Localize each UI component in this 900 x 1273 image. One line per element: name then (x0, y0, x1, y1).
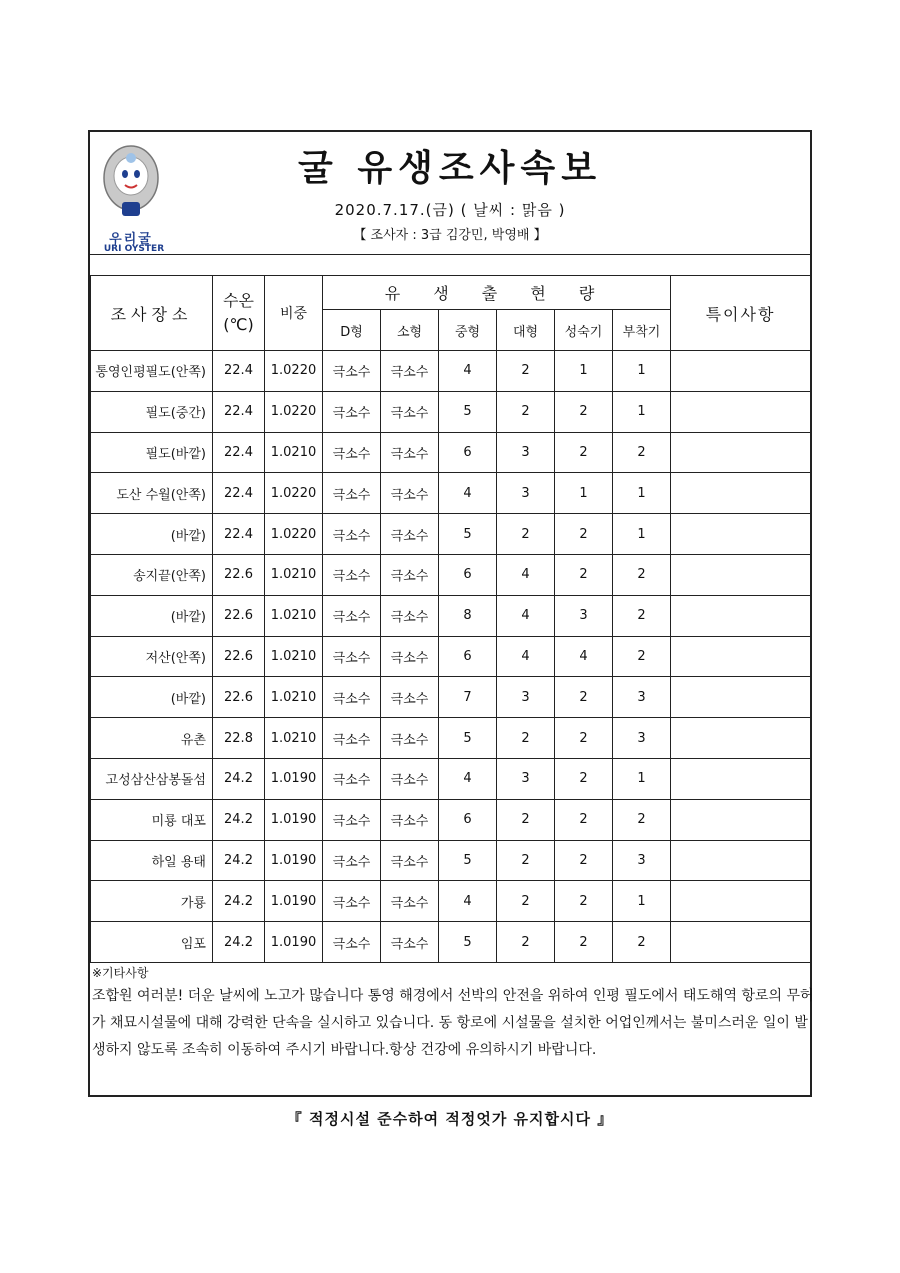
cell-water-temp: 22.6 (213, 595, 265, 636)
cell-mature: 2 (555, 677, 613, 718)
cell-mature: 1 (555, 473, 613, 514)
table-row (91, 718, 811, 759)
cell-large: 2 (497, 718, 555, 759)
cell-d-type: 극소수 (323, 718, 381, 759)
header-salinity: 비중 (265, 276, 323, 351)
cell-d-type: 극소수 (323, 432, 381, 473)
cell-medium: 5 (439, 391, 497, 432)
cell-mature: 2 (555, 391, 613, 432)
cell-small: 극소수 (381, 351, 439, 392)
cell-water-temp: 22.4 (213, 351, 265, 392)
cell-remarks (671, 473, 811, 514)
report-frame (88, 130, 812, 1097)
cell-attach: 1 (613, 351, 671, 392)
cell-large: 3 (497, 758, 555, 799)
cell-attach: 3 (613, 718, 671, 759)
cell-attach: 2 (613, 799, 671, 840)
header-medium: 중형 (439, 310, 497, 351)
cell-mature: 2 (555, 554, 613, 595)
cell-location: 필도(중간) (91, 391, 213, 432)
cell-water-temp: 22.8 (213, 718, 265, 759)
cell-attach: 3 (613, 840, 671, 881)
cell-location: 필도(바깥) (91, 432, 213, 473)
cell-mature: 2 (555, 718, 613, 759)
cell-location: 가룡 (91, 881, 213, 922)
table-row (91, 351, 811, 392)
table-row (91, 799, 811, 840)
cell-medium: 5 (439, 514, 497, 555)
cell-salinity: 1.0210 (265, 718, 323, 759)
cell-location: (바깥) (91, 514, 213, 555)
cell-salinity: 1.0210 (265, 677, 323, 718)
table-row (91, 432, 811, 473)
cell-small: 극소수 (381, 799, 439, 840)
cell-mature: 1 (555, 351, 613, 392)
header-small: 소형 (381, 310, 439, 351)
cell-mature: 2 (555, 922, 613, 963)
cell-remarks (671, 677, 811, 718)
cell-large: 3 (497, 473, 555, 514)
cell-large: 4 (497, 595, 555, 636)
cell-salinity: 1.0190 (265, 840, 323, 881)
cell-large: 2 (497, 840, 555, 881)
cell-attach: 3 (613, 677, 671, 718)
cell-medium: 6 (439, 432, 497, 473)
cell-remarks (671, 758, 811, 799)
cell-mature: 2 (555, 432, 613, 473)
cell-large: 3 (497, 432, 555, 473)
cell-attach: 2 (613, 595, 671, 636)
cell-attach: 1 (613, 758, 671, 799)
cell-medium: 5 (439, 922, 497, 963)
cell-large: 2 (497, 922, 555, 963)
cell-medium: 4 (439, 758, 497, 799)
cell-water-temp: 24.2 (213, 881, 265, 922)
cell-water-temp: 22.6 (213, 677, 265, 718)
cell-remarks (671, 922, 811, 963)
logo-text: 우리굴 (109, 232, 153, 247)
cell-medium: 5 (439, 718, 497, 759)
cell-remarks (671, 432, 811, 473)
table-row (91, 922, 811, 963)
cell-remarks (671, 595, 811, 636)
cell-salinity: 1.0210 (265, 554, 323, 595)
cell-salinity: 1.0210 (265, 595, 323, 636)
cell-d-type: 극소수 (323, 636, 381, 677)
cell-salinity: 1.0190 (265, 922, 323, 963)
cell-attach: 1 (613, 473, 671, 514)
cell-remarks (671, 351, 811, 392)
cell-water-temp: 24.2 (213, 799, 265, 840)
cell-location: (바깥) (91, 595, 213, 636)
cell-location: 하일 용태 (91, 840, 213, 881)
cell-location: 저산(안쪽) (91, 636, 213, 677)
cell-large: 2 (497, 391, 555, 432)
cell-medium: 4 (439, 473, 497, 514)
table-row (91, 473, 811, 514)
table-row (91, 391, 811, 432)
cell-d-type: 극소수 (323, 391, 381, 432)
cell-remarks (671, 514, 811, 555)
table-row (91, 514, 811, 555)
cell-small: 극소수 (381, 432, 439, 473)
cell-attach: 1 (613, 391, 671, 432)
cell-remarks (671, 391, 811, 432)
cell-attach: 2 (613, 432, 671, 473)
table-row (91, 595, 811, 636)
cell-small: 극소수 (381, 840, 439, 881)
cell-small: 극소수 (381, 473, 439, 514)
cell-large: 4 (497, 636, 555, 677)
survey-table (90, 275, 811, 963)
surveyor-line: 【 조사자 : 3급 김강민, 박영배 】 (353, 228, 547, 243)
cell-medium: 6 (439, 799, 497, 840)
cell-d-type: 극소수 (323, 922, 381, 963)
cell-location: 송지끝(안쪽) (91, 554, 213, 595)
cell-medium: 5 (439, 840, 497, 881)
header-large: 대형 (497, 310, 555, 351)
cell-attach: 2 (613, 922, 671, 963)
other-notes-body: 조합원 여러분! 더운 날씨에 노고가 많습니다 통영 해경에서 선박의 안전을 위하여 인평 필도에서 태도해역 항로의 무허가 채묘시설물에 대해 강력한 단속을 실시하고 있습니다. 동 항로에 시설물을 설치한 어업인께서는 불미스러운 일이 발생하지 않도록 조속히 이동하여 주시기 바랍니다.항상 건강에 유의하시기 바랍니다. (92, 988, 814, 1058)
cell-water-temp: 24.2 (213, 840, 265, 881)
cell-remarks (671, 636, 811, 677)
cell-medium: 6 (439, 636, 497, 677)
cell-large: 2 (497, 799, 555, 840)
header-remarks: 특이사항 (671, 276, 811, 351)
header-location: 조사장소 (91, 276, 213, 351)
cell-medium: 8 (439, 595, 497, 636)
cell-location: 고성삼산삼봉돌섬 (91, 758, 213, 799)
cell-location: 통영인평필도(안쪽) (91, 351, 213, 392)
cell-mature: 2 (555, 758, 613, 799)
other-notes (90, 962, 814, 1064)
report-header (90, 132, 810, 254)
date-weather-line: 2020.7.17.(금) ( 날씨 : 맑음 ) (334, 201, 566, 219)
cell-d-type: 극소수 (323, 758, 381, 799)
cell-small: 극소수 (381, 514, 439, 555)
cell-salinity: 1.0220 (265, 351, 323, 392)
table-row (91, 677, 811, 718)
header-temp-unit: (℃) (223, 315, 254, 334)
cell-d-type: 극소수 (323, 881, 381, 922)
cell-large: 4 (497, 554, 555, 595)
cell-mature: 3 (555, 595, 613, 636)
header-divider (90, 254, 810, 255)
cell-d-type: 극소수 (323, 799, 381, 840)
cell-small: 극소수 (381, 636, 439, 677)
cell-small: 극소수 (381, 595, 439, 636)
page-title: 굴 유생조사속보 (298, 148, 602, 189)
cell-d-type: 극소수 (323, 514, 381, 555)
other-notes-title: ※기타사항 (92, 966, 149, 980)
cell-small: 극소수 (381, 881, 439, 922)
cell-medium: 7 (439, 677, 497, 718)
cell-salinity: 1.0220 (265, 473, 323, 514)
cell-mature: 2 (555, 514, 613, 555)
cell-large: 3 (497, 677, 555, 718)
cell-small: 극소수 (381, 758, 439, 799)
header-mature: 성숙기 (555, 310, 613, 351)
cell-salinity: 1.0210 (265, 636, 323, 677)
cell-attach: 1 (613, 881, 671, 922)
cell-d-type: 극소수 (323, 554, 381, 595)
header-d-type: D형 (323, 310, 381, 351)
cell-large: 2 (497, 514, 555, 555)
cell-small: 극소수 (381, 554, 439, 595)
cell-attach: 2 (613, 554, 671, 595)
cell-remarks (671, 840, 811, 881)
header-larvae-group: 유 생 출 현 량 (323, 276, 671, 310)
cell-water-temp: 24.2 (213, 922, 265, 963)
cell-medium: 4 (439, 881, 497, 922)
cell-water-temp: 22.6 (213, 554, 265, 595)
cell-remarks (671, 718, 811, 759)
cell-water-temp: 22.4 (213, 473, 265, 514)
table-row (91, 554, 811, 595)
cell-medium: 6 (439, 554, 497, 595)
cell-attach: 2 (613, 636, 671, 677)
cell-mature: 2 (555, 799, 613, 840)
cell-d-type: 극소수 (323, 473, 381, 514)
cell-attach: 1 (613, 514, 671, 555)
cell-small: 극소수 (381, 718, 439, 759)
cell-salinity: 1.0190 (265, 881, 323, 922)
header-water-temp (213, 276, 265, 351)
table-row (91, 758, 811, 799)
table-row (91, 636, 811, 677)
cell-large: 2 (497, 881, 555, 922)
cell-small: 극소수 (381, 922, 439, 963)
cell-water-temp: 24.2 (213, 758, 265, 799)
footer-slogan: 『 적정시설 준수하여 적정엇가 유지합시다 』 (286, 1110, 614, 1128)
cell-mature: 4 (555, 636, 613, 677)
cell-location: 도산 수월(안쪽) (91, 473, 213, 514)
cell-medium: 4 (439, 351, 497, 392)
cell-location: (바깥) (91, 677, 213, 718)
header-temp-label: 수온 (223, 291, 254, 310)
cell-salinity: 1.0190 (265, 799, 323, 840)
header-attach: 부착기 (613, 310, 671, 351)
cell-location: 임포 (91, 922, 213, 963)
cell-d-type: 극소수 (323, 595, 381, 636)
table-row (91, 840, 811, 881)
cell-salinity: 1.0220 (265, 514, 323, 555)
cell-salinity: 1.0210 (265, 432, 323, 473)
cell-mature: 2 (555, 881, 613, 922)
cell-d-type: 극소수 (323, 677, 381, 718)
cell-water-temp: 22.4 (213, 391, 265, 432)
cell-water-temp: 22.4 (213, 514, 265, 555)
cell-small: 극소수 (381, 391, 439, 432)
cell-water-temp: 22.6 (213, 636, 265, 677)
table-row (91, 881, 811, 922)
cell-salinity: 1.0190 (265, 758, 323, 799)
cell-d-type: 극소수 (323, 840, 381, 881)
cell-location: 미룡 대포 (91, 799, 213, 840)
cell-remarks (671, 881, 811, 922)
cell-location: 유촌 (91, 718, 213, 759)
cell-large: 2 (497, 351, 555, 392)
cell-small: 극소수 (381, 677, 439, 718)
cell-water-temp: 22.4 (213, 432, 265, 473)
logo-subtitle: URI OYSTER (103, 244, 165, 254)
cell-salinity: 1.0220 (265, 391, 323, 432)
cell-remarks (671, 799, 811, 840)
cell-remarks (671, 554, 811, 595)
cell-mature: 2 (555, 840, 613, 881)
cell-d-type: 극소수 (323, 351, 381, 392)
